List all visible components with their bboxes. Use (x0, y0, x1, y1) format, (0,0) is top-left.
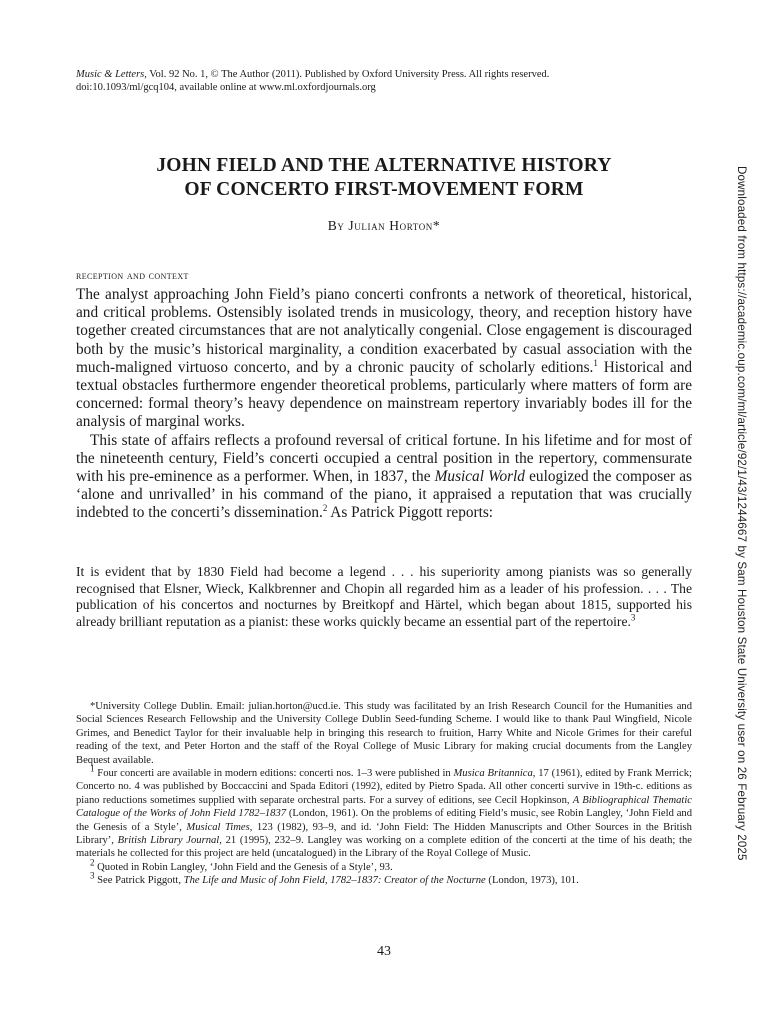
footnote-3-text-b: (London, 1973), 101. (485, 875, 579, 887)
download-watermark: Downloaded from https://academic.oup.com/ml/article/92/1/43/1244667 by Sam Houston State University user on 26 February 2025 (735, 166, 748, 861)
footnote-1-text-c: (London, 1961). On the problems of editing Field’s music, see Robin Langley, ‘John Field and the Genesis of a Style’, (76, 808, 692, 833)
section-heading-text: reception and context (76, 270, 189, 282)
paragraph-1 (76, 286, 692, 432)
article-title (76, 154, 692, 202)
footnotes (76, 700, 692, 888)
footnote-ref-3[interactable]: 3 (630, 611, 636, 622)
block-quote (76, 564, 692, 630)
footnote-3-mark: 3 (90, 870, 95, 881)
footnote-star: *University College Dublin. Email: julian.horton@ucd.ie. This study was facilitated by an Irish Research Council for the Humanities and Social Sciences Research Fellowship and the University College Dublin Seed-funding Scheme. I would like to thank Paul Wingfield, Nicole Grimes, and Benedict Taylor for their invaluable help in bringing this research to fruition, Harry White and Nicole Grimes for their careful reading of the text, and Peter Horton and the staff of the Royal College of Music Library for making crucial documents from the Langley Bequest available. (76, 701, 692, 766)
journal-name: Music & Letters (76, 69, 145, 80)
masthead-line-2: doi:10.1093/ml/gcq104, available online at www.ml.oxfordjournals.org (76, 82, 376, 93)
paragraph-2-text-a: This state of affairs reflects a profound reversal of critical fortune. In his lifetime and for most of the nineteenth century, Field’s concerti occupied a central position in the repertory, commensurate with his pre-eminence as a performer. When, in 1837, the (76, 431, 692, 486)
paragraph-2-text-b: eulogized the composer as ‘alone and unrivalled’ in his command of the piano, it appraised a reputation that was crucially indebted to the concerti’s dissemination. (76, 468, 692, 522)
paragraph-2 (76, 432, 692, 523)
footnote-2 (76, 857, 692, 874)
footnote-2-text: Quoted in Robin Langley, ‘John Field and the Genesis of a Style’, 93. (94, 861, 393, 873)
journal-masthead (76, 68, 636, 94)
block-quote-text: It is evident that by 1830 Field had become a legend . . . his superiority among pianists was so generally recognised that Elsner, Wieck, Kalkbrenner and Chopin all regarded him as a leader of his profession. . . . The publication of his concertos and nocturnes by Breitkopf and Härtel, which began about 1815, supported his already brilliant reputation as a pianist: these works quickly became an essential part of the repertoire. (76, 564, 692, 629)
footnote-ref-2[interactable]: 2 (322, 503, 328, 514)
title-line-2: OF CONCERTO FIRST-MOVEMENT FORM (184, 179, 584, 200)
footnote-1-italic-3: Musical Times (186, 821, 250, 833)
footnote-ref-1[interactable]: 1 (593, 357, 598, 368)
page-number: 43 (377, 944, 391, 959)
footnote-3-italic-1: The Life and Music of John Field, 1782–1837: Creator of the Nocturne (183, 875, 486, 887)
block-quote-paragraph (76, 564, 692, 630)
section-heading (76, 270, 189, 282)
footnote-1-text-a: Four concerti are available in modern editions: concerti nos. 1–3 were published in (94, 768, 454, 780)
footnote-1-italic-1: Musica Britannica (453, 768, 533, 780)
footnote-1-mark: 1 (90, 763, 95, 774)
footnote-3 (76, 870, 692, 887)
title-line-1: JOHN FIELD AND THE ALTERNATIVE HISTORY (156, 155, 612, 176)
paragraph-2-text-c: As Patrick Piggott reports: (327, 504, 494, 522)
author-byline: By Julian Horton* (327, 218, 441, 233)
footnote-1-text-d: , 123 (1982), 93–9, and id. ‘John Field: The Hidden Manuscripts and Other Sources in the British Library’, (76, 821, 692, 847)
footnote-3-text-a: See Patrick Piggott, (94, 875, 184, 887)
body-text (76, 286, 692, 523)
footnote-1-italic-2: A Bibliographical Thematic Catalogue of the Works of John Field 1782–1837 (76, 794, 692, 820)
footnote-1 (76, 763, 692, 861)
footnote-2-mark: 2 (90, 857, 95, 868)
masthead-line-1 (76, 68, 636, 81)
footnote-1-text-e: , 21 (1995), 232–9. Langley was working on a complete edition of the concerti at the time of his death; the materials he collected for this project are held (uncatalogued) in the Library of the Royal College of Music. (76, 835, 692, 860)
paragraph-1-text-a: The analyst approaching John Field’s piano concerti confronts a network of theoretical, historical, and critical problems. Ostensibly isolated trends in musicology, theory, and reception history have together created circumstances that are not analytically congenial. Close engagement is discouraged both by the music’s historical marginality, a condition exacerbated by casual association with the much-maligned virtuoso concerto, and by a chronic paucity of scholarly editions. (76, 286, 692, 376)
paragraph-2-italic: Musical World (434, 468, 525, 486)
footnote-1-italic-4: British Library Journal (117, 835, 220, 847)
paragraph-1-text-b: Historical and textual obstacles furthermore engender theoretical problems, particularly where matters of form are concerned: formal theory’s heavy dependence on mainstream repertory invariably bodes ill for the analysis of marginal works. (76, 358, 692, 431)
masthead-citation: , Vol. 92 No. 1, © The Author (2011). Published by Oxford University Press. All rights reserved. (144, 69, 550, 80)
footnote-1-text-b: , 17 (1961), edited by Frank Merrick; Concerto no. 4 was published by Boccaccini and Spada Editori (1992), edited by Pietro Spada. All other concerti survive in 19th-c. editions as piano reductions sometimes supplied with separate orchestral parts. For a survey of editions, see Cecil Hopkinson, (76, 768, 692, 806)
